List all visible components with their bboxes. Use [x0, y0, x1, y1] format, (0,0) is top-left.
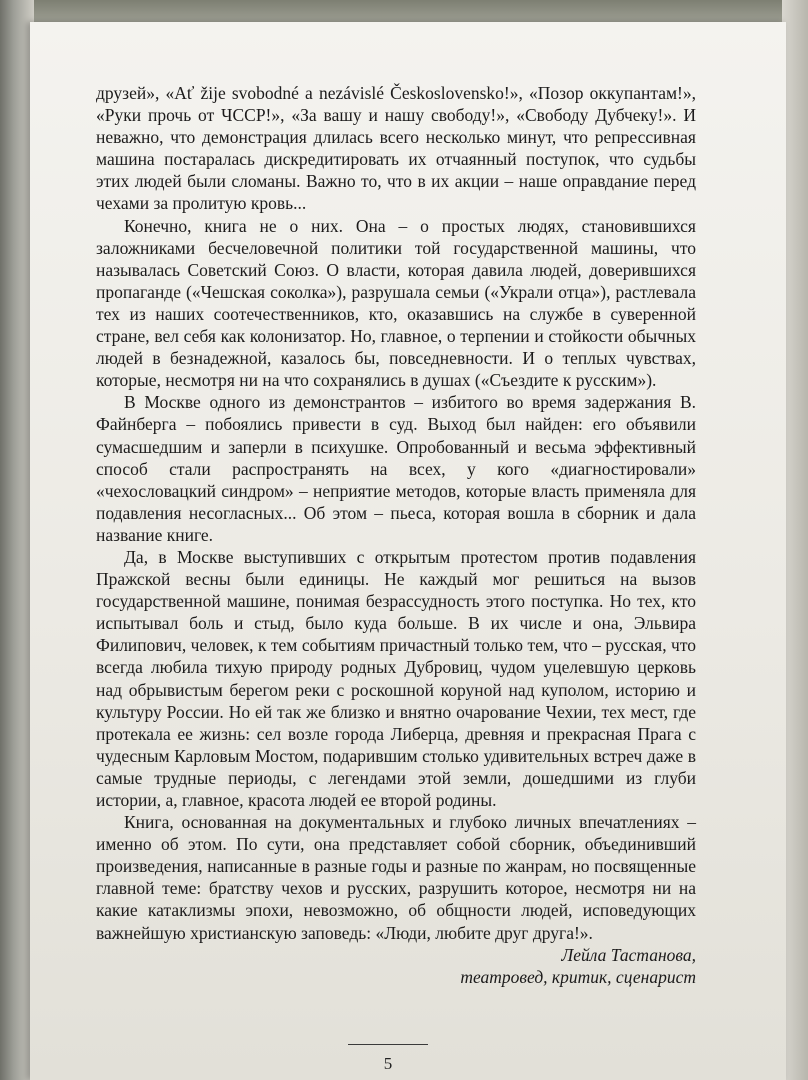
book-page	[30, 22, 786, 1080]
author-name: Лейла Тастанова,	[561, 944, 696, 965]
page-number: 5	[383, 1054, 393, 1073]
paragraph-5: Книга, основанная на документальных и глубоко личных впечатлениях – именно об этом. По сути, она представляет собой сборник, объединивший произведения, написанные в разные годы и разные по жанрам, но посвященные главной теме: братству чехов и русских, разрушить которое, несмотря ни на какие катаклизмы эпохи, невозможно, об общности людей, исповедующих важнейшую христианскую заповедь: «Люди, любите друг друга!».	[96, 812, 696, 943]
footer-divider	[348, 1044, 428, 1045]
author-role: театровед, критик, сценарист	[460, 966, 696, 987]
paragraph-4: Да, в Москве выступивших с открытым протестом против подавления Пражской весны были единицы. Не каждый мог решиться на вызов государственной машине, понимая безрассудность этого поступка. Но тех, кто испытывал боль и стыд, было куда больше. В их числе и она, Эльвира Филипович, человек, к тем событиям причастный только тем, что – русская, что всегда любила тихую природу родных Дубровиц, чудом уцелевшую церковь над обрывистым берегом реки с роскошной коруной над куполом, историю и культуру России. Но ей так же близко и внятно очарование Чехии, тех мест, где протекала ее жизнь: сел возле города Либерца, древняя и прекрасная Прага с чудесным Карловым Мостом, подарившим столько удивительных встреч даже в самые трудные периоды, с легендами этой земли, дошедшими из глуби истории, а, главное, красота людей ее второй родины.	[96, 546, 696, 810]
paragraph-3: В Москве одного из демонстрантов – избитого во время задержания В. Файнберга – побоялись привести в суд. Выход был найден: его объявили сумасшедшим и заперли в психушке. Опробованный и весьма эффективный способ стали распространять на всех, у кого «диагностировали» «чехословацкий синдром» – неприятие методов, которые власть применяла для подавления несогласных... Об этом – пьеса, которая вошла в сборник и дала название книге.	[96, 392, 696, 545]
page-text	[96, 82, 696, 988]
paragraph-1: друзей», «Ať žije svobodné a nezávislé Československo!», «Позор оккупантам!», «Руки прочь от ЧССР!», «За вашу и нашу свободу!», «Свободу Дубчеку!». И неважно, что демонстрация длилась всего несколько минут, что репрессивная машина постаралась дискредитировать их отчаянный поступок, что судьбы этих людей были сломаны. Важно то, что в их акции – наше оправдание перед чехами за пролитую кровь...	[96, 83, 696, 214]
paragraph-2: Конечно, книга не о них. Она – о простых людях, становившихся заложниками бесчеловечной политики той государственной машины, что называлась Советский Союз. О власти, которая давила людей, доверившихся пропаганде («Чешская соколка»), разрушала семьи («Украли отца»), растлевала тех из наших соотечественников, кто, оказавшись на службе в суверенной стране, вел себя как колонизатор. Но, главное, о терпении и стойкости обычных людей в безнадежной, казалось бы, повседневности. И о теплых чувствах, которые, несмотря ни на что сохранялись в душах («Съездите к русским»).	[96, 215, 696, 391]
book-spine-shadow	[0, 0, 34, 1080]
